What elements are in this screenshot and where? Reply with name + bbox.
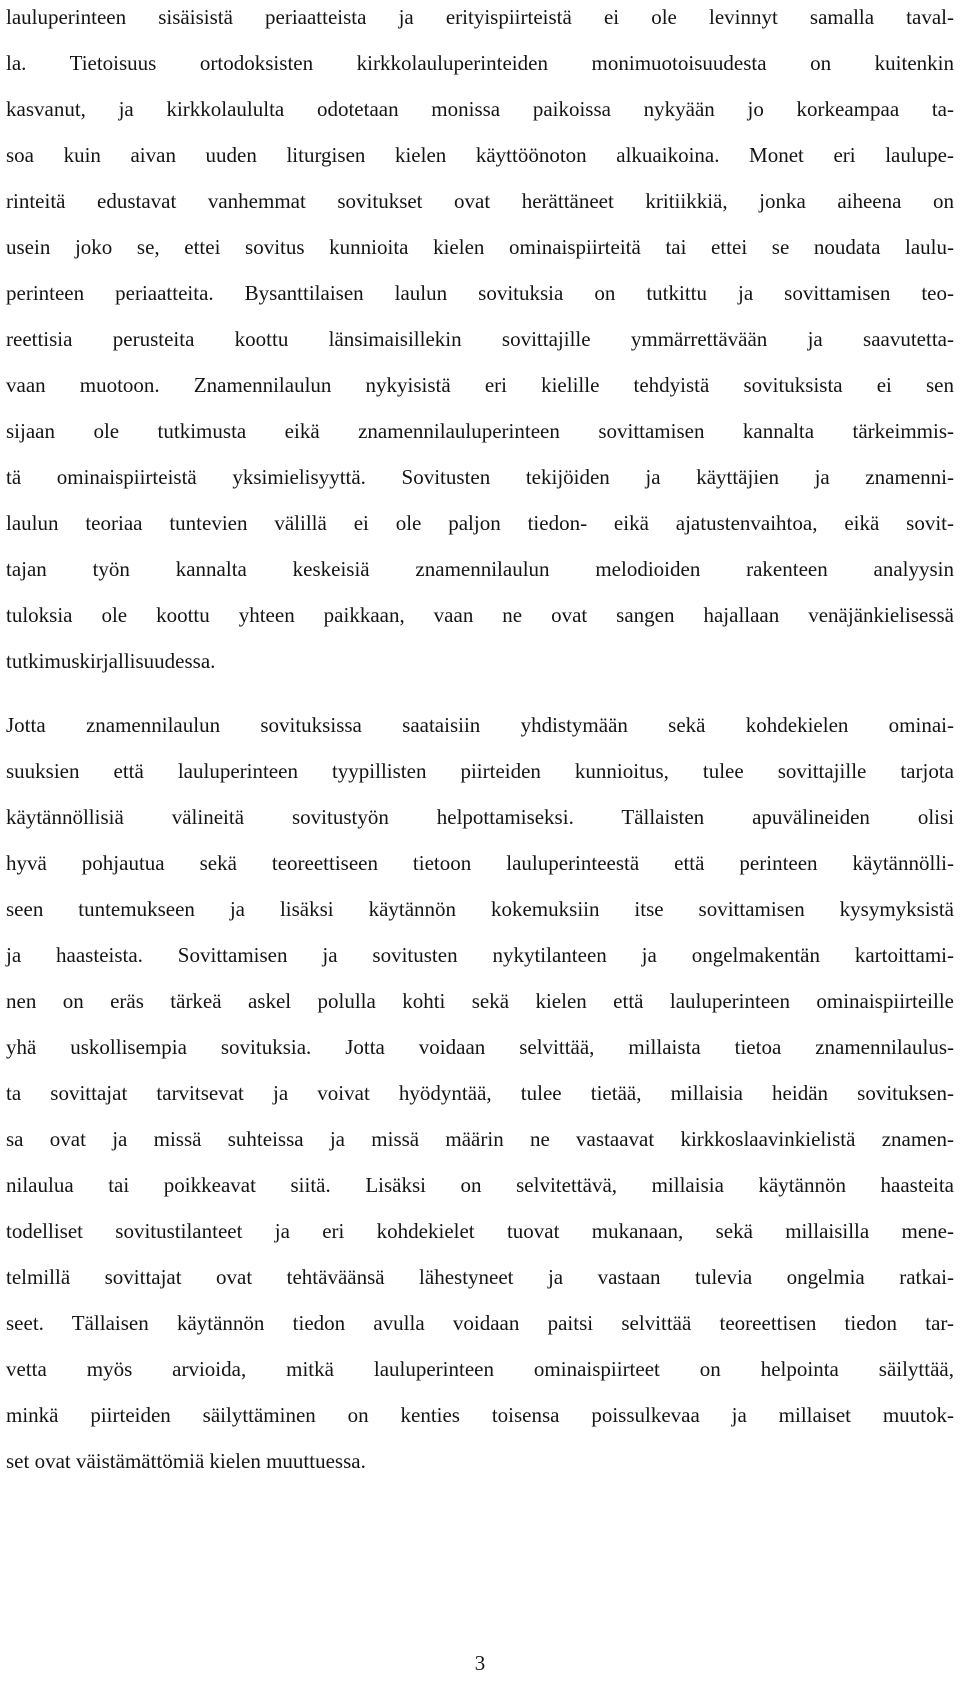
text-line: nilaulua tai poikkeavat siitä. Lisäksi on selvitettävä, millaisia käytännön haasteita [6,1173,954,1197]
text-line: tutkimuskirjallisuudessa. [6,649,216,673]
text-line: rinteitä edustavat vanhemmat sovitukset ovat herättäneet kritiikkiä, jonka aiheena on [6,189,954,213]
text-line: vetta myös arvioida, mitkä lauluperinteen ominaispiirteet on helpointa säilyttää, [6,1357,954,1381]
text-line: käytännöllisiä välineitä sovitustyön helpottamiseksi. Tällaisten apuvälineiden olisi [6,805,954,829]
text-line: usein joko se, ettei sovitus kunnioita kielen ominaispiirteitä tai ettei se noudata laulu- [6,235,954,259]
text-line: telmillä sovittajat ovat tehtäväänsä lähestyneet ja vastaan tulevia ongelmia ratkai- [6,1265,954,1289]
text-line: hyvä pohjautua sekä teoreettiseen tietoon lauluperinteestä että perinteen käytännölli- [6,851,954,875]
text-line: kasvanut, ja kirkkolaululta odotetaan monissa paikoissa nykyään jo korkeampaa ta- [6,97,954,121]
text-line: nen on eräs tärkeä askel polulla kohti sekä kielen että lauluperinteen ominaispiirteille [6,989,954,1013]
text-line: Jotta znamennilaulun sovituksissa saataisiin yhdistymään sekä kohdekielen ominai- [6,713,954,737]
text-line: vaan muotoon. Znamennilaulun nykyisistä eri kielille tehdyistä sovituksista ei sen [6,373,954,397]
page-number: 3 [474,1651,486,1675]
text-line: seen tuntemukseen ja lisäksi käytännön kokemuksiin itse sovittamisen kysymyksistä [6,897,954,921]
text-line: yhä uskollisempia sovituksia. Jotta voidaan selvittää, millaista tietoa znamennilaulus- [6,1035,954,1059]
text-line: ta sovittajat tarvitsevat ja voivat hyödyntää, tulee tietää, millaisia heidän sovituksen- [6,1081,954,1105]
text-line: perinteen periaatteita. Bysanttilaisen laulun sovituksia on tutkittu ja sovittamisen teo- [6,281,954,305]
text-line: tuloksia ole koottu yhteen paikkaan, vaan ne ovat sangen hajallaan venäjänkielisessä [6,603,954,627]
body-paragraph-1 [6,0,954,690]
text-line: la. Tietoisuus ortodoksisten kirkkolauluperinteiden monimuotoisuudesta on kuitenkin [6,51,954,75]
text-line: suuksien että lauluperinteen tyypillisten piirteiden kunnioitus, tulee sovittajille tarjota [6,759,954,783]
body-paragraph-2 [6,708,954,1490]
text-line: sa ovat ja missä suhteissa ja missä määrin ne vastaavat kirkkoslaavinkielistä znamen- [6,1127,954,1151]
text-line: laulun teoriaa tuntevien välillä ei ole paljon tiedon- eikä ajatustenvaihtoa, eikä sovit- [6,511,954,535]
text-line: tajan työn kannalta keskeisiä znamennilaulun melodioiden rakenteen analyysin [6,557,954,581]
text-line: soa kuin aivan uuden liturgisen kielen käyttöönoton alkuaikoina. Monet eri laulupe- [6,143,954,167]
text-line: sijaan ole tutkimusta eikä znamennilauluperinteen sovittamisen kannalta tärkeimmis- [6,419,954,443]
text-line: minkä piirteiden säilyttäminen on kenties toisensa poissulkevaa ja millaiset muutok- [6,1403,954,1427]
text-line: lauluperinteen sisäisistä periaatteista ja erityispiirteistä ei ole levinnyt samalla taval- [6,5,954,29]
text-line: tä ominaispiirteistä yksimielisyyttä. Sovitusten tekijöiden ja käyttäjien ja znamenni- [6,465,954,489]
text-line: set ovat väistämättömiä kielen muuttuessa. [6,1449,366,1473]
text-line: ja haasteista. Sovittamisen ja sovitusten nykytilanteen ja ongelmakentän kartoittami- [6,943,954,967]
text-line: reettisia perusteita koottu länsimaisillekin sovittajille ymmärrettävään ja saavutetta- [6,327,954,351]
text-line: seet. Tällaisen käytännön tiedon avulla voidaan paitsi selvittää teoreettisen tiedon tar- [6,1311,954,1335]
text-line: todelliset sovitustilanteet ja eri kohdekielet tuovat mukanaan, sekä millaisilla mene- [6,1219,954,1243]
